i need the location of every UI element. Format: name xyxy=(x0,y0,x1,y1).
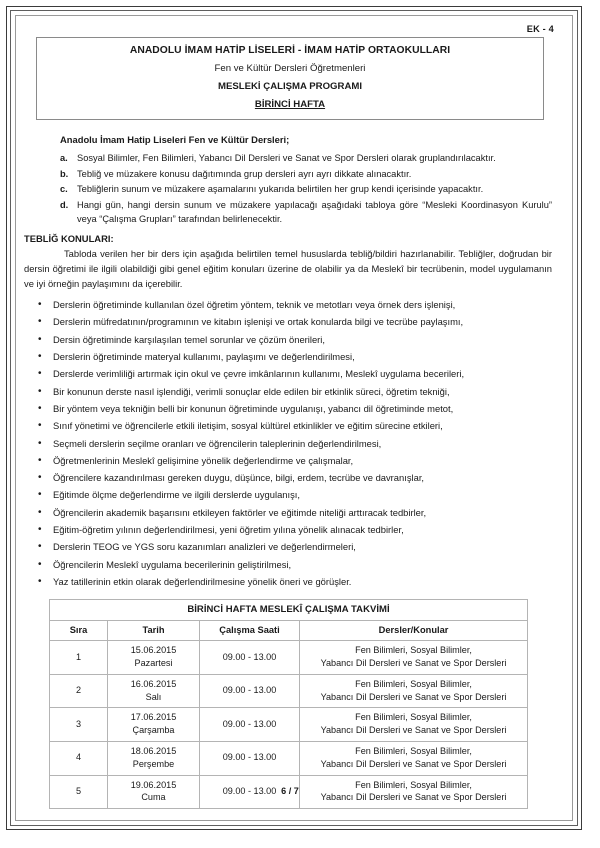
list-item xyxy=(24,521,552,538)
cell-tarih xyxy=(108,741,200,775)
list-item xyxy=(24,469,552,486)
cell-tarih xyxy=(108,708,200,742)
cell-lesson-line1: Fen Bilimleri, Sosyal Bilimler, xyxy=(355,745,472,756)
list-item-text: Öğrencilerin Meslekî uygulama becerilerinin geliştirilmesi, xyxy=(53,558,292,570)
table-title: BİRİNCİ HAFTA MESLEKÎ ÇALIŞMA TAKVİMİ xyxy=(50,600,528,621)
bullet-icon: • xyxy=(38,472,42,484)
cell-hours: 09.00 - 13.00 xyxy=(200,741,300,775)
bullet-icon: • xyxy=(38,351,42,363)
list-item xyxy=(24,452,552,469)
cell-lesson-line2: Yabancı Dil Dersleri ve Sanat ve Spor Dersleri xyxy=(320,691,507,702)
list-item-text: Bir yöntem veya tekniğin belli bir konunun öğretiminde uygulanışı, yabancı dil öğretiminde metot, xyxy=(53,402,454,414)
list-item-text: Eğitim-öğretim yılının değerlendirilmesi, yeni öğretim yılına yönelik alınacak tedbirler, xyxy=(53,523,404,535)
cell-lessons xyxy=(300,641,528,675)
cell-lesson-line1: Fen Bilimleri, Sosyal Bilimler, xyxy=(355,645,472,656)
intro-paragraph: Tabloda verilen her bir ders için aşağıda belirtilen temel hususlarda tebliğ/bildiri hazırlanabilir. Tebliğler, doğrudan bir dersin öğretimi ile ilgili olabildiği gibi genel eğitim konuları üzerine de olabilir ya da Meslekî bir tecrübenin, model uygulamanın ve iyi örneğin paylaşımını da içerebilir. xyxy=(24,247,552,289)
list-item-text: Derslerde verimliliği artırmak için okul ve çevre imkânlarının kullanımı, Meslekî uygulama becerileri, xyxy=(53,368,465,380)
cell-lesson-line1: Fen Bilimleri, Sosyal Bilimler, xyxy=(355,678,472,689)
cell-lesson-line2: Yabancı Dil Dersleri ve Sanat ve Spor Dersleri xyxy=(320,758,507,769)
cell-sira: 2 xyxy=(50,674,108,708)
list-item xyxy=(24,486,552,503)
cell-lesson-line2: Yabancı Dil Dersleri ve Sanat ve Spor Dersleri xyxy=(320,725,507,736)
list-item xyxy=(24,365,552,382)
list-item xyxy=(24,417,552,434)
bullet-icon: • xyxy=(38,316,42,328)
table-title-row xyxy=(50,600,528,621)
bullet-icon: • xyxy=(38,575,42,587)
cell-date: 15.06.2015 xyxy=(130,645,177,656)
list-item xyxy=(60,182,552,196)
table-row xyxy=(50,741,528,775)
schedule-table-wrapper xyxy=(49,599,527,809)
cell-day: Cuma xyxy=(141,792,166,803)
list-item-text: Sınıf yönetimi ve öğrencilerle etkili iletişim, sosyal kültürel etkinlikler ve eğitim sürecine etkileri, xyxy=(53,420,443,432)
cell-lesson-line2: Yabancı Dil Dersleri ve Sanat ve Spor Dersleri xyxy=(320,792,507,803)
list-item-text: Öğrencilere kazandırılması gereken duygu, düşünce, bilgi, erdem, tecrübe ve davranışlar, xyxy=(53,472,425,484)
document-header-box xyxy=(36,37,544,120)
bullet-icon: • xyxy=(38,506,42,518)
cell-lessons xyxy=(300,741,528,775)
bullet-icon: • xyxy=(38,541,42,553)
schedule-table xyxy=(49,599,528,809)
list-item-text: Öğrencilerin akademik başarısını etkileyen faktörler ve eğitimde niteliği arttıracak tedbirler, xyxy=(53,506,427,518)
cell-lesson-line1: Fen Bilimleri, Sosyal Bilimler, xyxy=(355,712,472,723)
bullet-icon: • xyxy=(38,454,42,466)
list-item xyxy=(24,348,552,365)
table-row xyxy=(50,674,528,708)
list-item-text: Derslerin TEOG ve YGS soru kazanımları analizleri ve değerlendirmeleri, xyxy=(53,541,356,553)
column-header-tarih: Tarih xyxy=(108,621,200,641)
list-item xyxy=(60,167,552,181)
cell-hours: 09.00 - 13.00 xyxy=(200,641,300,675)
cell-hours: 09.00 - 13.00 xyxy=(200,708,300,742)
cell-date: 19.06.2015 xyxy=(130,779,177,790)
alpha-list xyxy=(60,151,552,227)
table-row xyxy=(50,641,528,675)
list-marker: b. xyxy=(60,168,69,179)
cell-lessons xyxy=(300,708,528,742)
list-item-text: Bir konunun derste nasıl işlendiği, verimli sonuçlar elde edilen bir etkinlik süreci, öğretim tekniği, xyxy=(53,385,450,397)
bullet-icon: • xyxy=(38,402,42,414)
list-item-text: Seçmeli derslerin seçilme oranları ve öğrencilerin taleplerinin değerlendirilmesi, xyxy=(53,437,382,449)
list-item xyxy=(24,538,552,555)
list-marker: a. xyxy=(60,153,68,163)
list-item-text: Tebliğ ve müzakere konusu dağıtımında grup dersleri ayrı ayrı dikkate alınacaktır. xyxy=(77,168,412,179)
cell-day: Perşembe xyxy=(132,758,175,769)
header-week-title: BİRİNCİ HAFTA xyxy=(254,99,326,110)
cell-sira: 5 xyxy=(50,775,108,809)
list-item xyxy=(60,151,552,165)
cell-day: Salı xyxy=(145,691,162,702)
list-item-text: Eğitimde ölçme değerlendirme ve ilgili derslerde uygulanışı, xyxy=(53,489,300,501)
column-header-sira: Sıra xyxy=(50,621,108,641)
bullet-icon: • xyxy=(38,299,42,311)
cell-sira: 3 xyxy=(50,708,108,742)
list-item-text: Derslerin müfredatının/programının ve kitabın işlenişi ve ortak konularda bilgi ve tecrübe paylaşımı, xyxy=(53,316,464,328)
list-item xyxy=(24,556,552,573)
table-row xyxy=(50,708,528,742)
bullet-icon: • xyxy=(38,385,42,397)
bullet-icon: • xyxy=(38,558,42,570)
header-subtitle: Fen ve Kültür Dersleri Öğretmenleri xyxy=(214,63,366,74)
body-area xyxy=(22,134,558,809)
cell-tarih xyxy=(108,674,200,708)
cell-sira: 4 xyxy=(50,741,108,775)
list-item xyxy=(24,296,552,313)
list-item-text: Tebliğlerin sunum ve müzakere aşamalarını yukarıda belirtilen her grup kendi içerisinde yapacaktır. xyxy=(77,184,484,195)
annex-label: EK - 4 xyxy=(526,24,554,34)
bullet-icon: • xyxy=(38,437,42,449)
list-item-text: Derslerin öğretiminde materyal kullanımı, paylaşımı ve değerlendirilmesi, xyxy=(53,351,355,363)
column-header-calisma-saati: Çalışma Saati xyxy=(200,621,300,641)
cell-tarih xyxy=(108,641,200,675)
cell-sira: 1 xyxy=(50,641,108,675)
table-header-row xyxy=(50,621,528,641)
list-item xyxy=(24,313,552,330)
page-number: 6 / 7 xyxy=(281,786,299,796)
bullet-icon: • xyxy=(38,420,42,432)
cell-hours: 09.00 - 13.00 xyxy=(200,674,300,708)
cell-day: Pazartesi xyxy=(134,657,173,668)
list-item xyxy=(24,400,552,417)
header-program-title: MESLEKİ ÇALIŞMA PROGRAMI xyxy=(217,81,363,92)
list-item xyxy=(24,383,552,400)
list-item xyxy=(60,198,552,226)
list-item-text: Dersin öğretiminde karşılaşılan temel sorunlar ve çözüm önerileri, xyxy=(53,333,325,345)
cell-lessons xyxy=(300,674,528,708)
cell-lesson-line1: Fen Bilimleri, Sosyal Bilimler, xyxy=(355,779,472,790)
bullet-icon: • xyxy=(38,523,42,535)
cell-day: Çarşamba xyxy=(132,725,175,736)
list-item xyxy=(24,504,552,521)
lead-heading: Anadolu İmam Hatip Liseleri Fen ve Kültür Dersleri; xyxy=(60,134,290,145)
list-marker: c. xyxy=(60,184,68,195)
list-item xyxy=(24,435,552,452)
cell-lesson-line2: Yabancı Dil Dersleri ve Sanat ve Spor Dersleri xyxy=(320,657,507,668)
document-content xyxy=(22,24,558,814)
header-school-title: ANADOLU İMAM HATİP LİSELERİ - İMAM HATİP ORTAOKULLARI xyxy=(129,45,451,56)
list-item-text: Yaz tatillerinin etkin olarak değerlendirilmesine yönelik öneri ve görüşler. xyxy=(53,575,352,587)
list-item-text: Sosyal Bilimler, Fen Bilimleri, Yabancı Dil Dersleri ve Sanat ve Spor Dersleri olarak gruplandırılacaktır. xyxy=(77,153,496,163)
bullet-icon: • xyxy=(38,368,42,380)
topics-bullet-list xyxy=(24,296,552,590)
column-header-dersler-konular: Dersler/Konular xyxy=(300,621,528,641)
cell-date: 18.06.2015 xyxy=(130,745,177,756)
list-item-text: Öğretmenlerinin Meslekî gelişimine yönelik değerlendirme ve çalışmalar, xyxy=(53,454,354,466)
bullet-icon: • xyxy=(38,489,42,501)
cell-date: 16.06.2015 xyxy=(130,678,177,689)
bullet-icon: • xyxy=(38,333,42,345)
cell-hours: 09.00 - 13.00 xyxy=(200,775,300,809)
list-item-text: Hangi gün, hangi dersin sunum ve müzakere yapılacağı aşağıdaki tabloya göre “Mesleki Koordinasyon Kurulu” veya “Çalışma Grupları” tarafından belirlenecektir. xyxy=(77,200,552,225)
cell-date: 17.06.2015 xyxy=(130,712,177,723)
section-heading-teblig-konulari: TEBLİĞ KONULARI: xyxy=(24,232,114,244)
list-marker: d. xyxy=(60,200,69,211)
list-item-text: Derslerin öğretiminde kullanılan özel öğretim yöntem, teknik ve metotları veya örnek ders işlenişi, xyxy=(53,299,456,311)
list-item xyxy=(24,573,552,590)
list-item xyxy=(24,331,552,348)
